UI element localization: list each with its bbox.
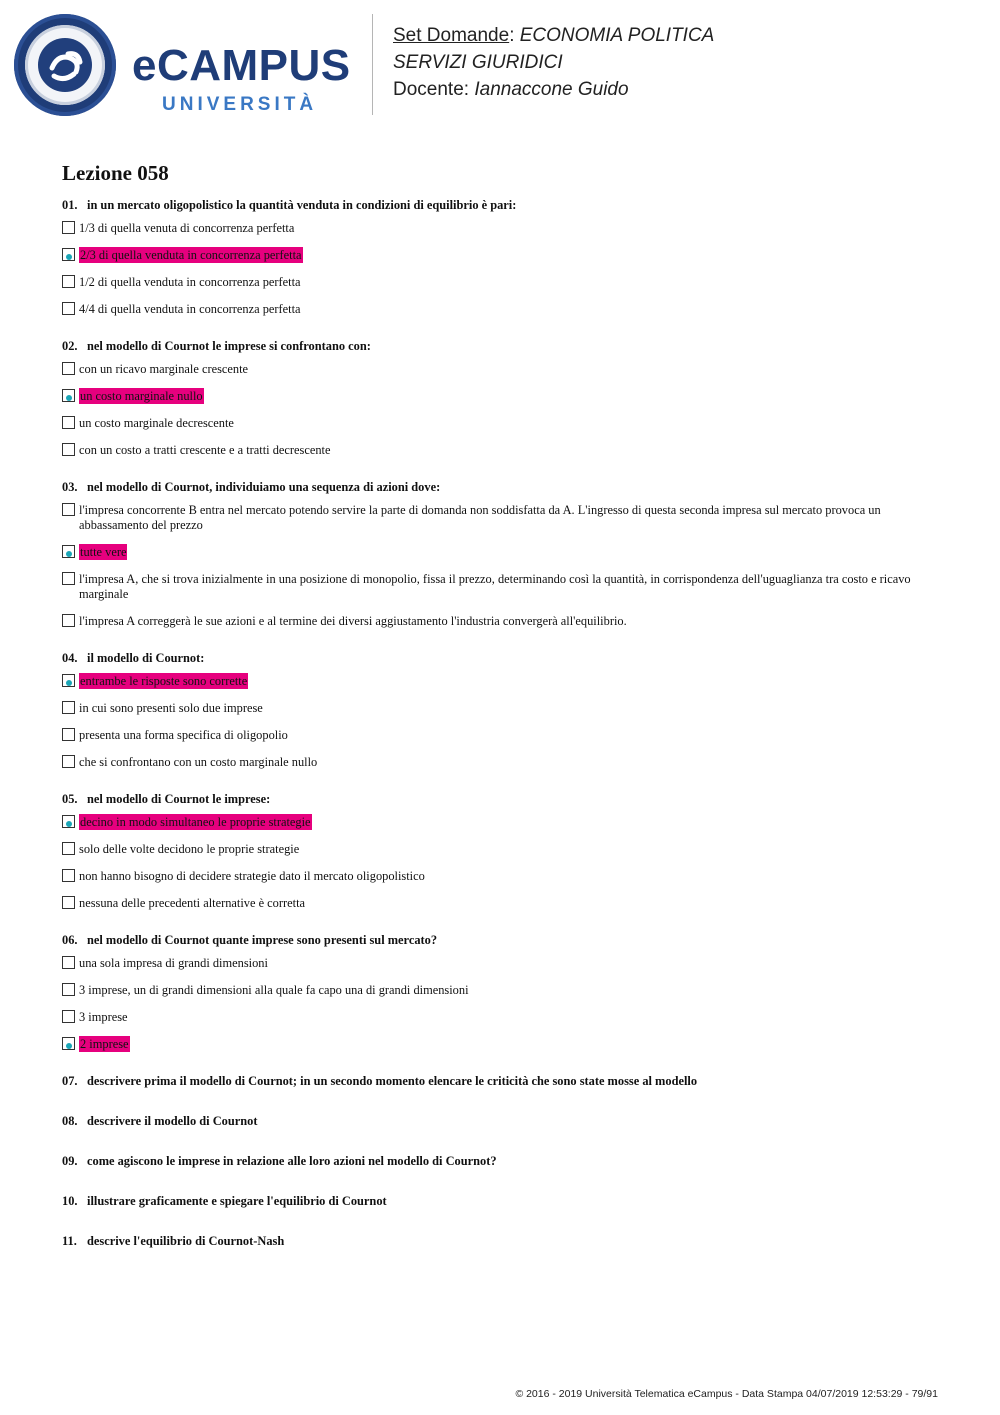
question-label: descrive l'equilibrio di Cournot-Nash — [87, 1234, 285, 1248]
answer-option — [62, 956, 938, 971]
question-item — [62, 1231, 938, 1251]
selected-marker-icon — [66, 254, 72, 260]
answer-option-text: 3 imprese — [79, 1010, 128, 1024]
question-text — [62, 1111, 938, 1131]
question-list — [62, 195, 938, 1271]
answer-option-correct — [62, 674, 938, 689]
page-footer: © 2016 - 2019 Università Telematica eCampus - Data Stampa 04/07/2019 12:53:29 - 79/91 — [515, 1388, 938, 1400]
question-text — [62, 1151, 938, 1171]
checkbox-icon[interactable] — [62, 842, 75, 855]
answer-option-text: 2 imprese — [80, 1037, 129, 1051]
question-text — [62, 195, 938, 215]
question-label: illustrare graficamente e spiegare l'equilibrio di Cournot — [87, 1194, 387, 1208]
answer-option — [62, 503, 938, 533]
question-item — [62, 336, 938, 458]
answer-option — [62, 728, 938, 743]
question-item — [62, 648, 938, 770]
checkbox-icon[interactable] — [62, 275, 75, 288]
set-domande-value: ECONOMIA POLITICA — [519, 25, 715, 46]
answer-option — [62, 416, 938, 431]
answer-option — [62, 896, 938, 911]
question-number: 04. — [62, 651, 78, 665]
answer-option — [62, 701, 938, 716]
checked-checkbox-icon[interactable] — [62, 1037, 75, 1050]
question-label: come agiscono le imprese in relazione alle loro azioni nel modello di Cournot? — [87, 1154, 497, 1168]
answer-option-text: che si confrontano con un costo marginale nullo — [79, 755, 318, 769]
question-item — [62, 1111, 938, 1131]
answer-option-text: 2/3 di quella venduta in concorrenza perfetta — [80, 248, 302, 262]
answer-option-text: l'impresa concorrente B entra nel mercato potendo servire la parte di domanda non soddisfatta da A. L'ingresso di questa seconda impresa sul mercato provoca un abbassamento del prezzo — [79, 503, 881, 532]
docente-label: Docente — [393, 79, 464, 100]
answer-option — [62, 362, 938, 377]
question-label: in un mercato oligopolistico la quantità venduta in condizioni di equilibrio è pari: — [87, 198, 517, 212]
answer-option-text: presenta una forma specifica di oligopolio — [79, 728, 288, 742]
checkbox-icon[interactable] — [62, 896, 75, 909]
question-text — [62, 789, 938, 809]
answer-option-text: una sola impresa di grandi dimensioni — [79, 956, 268, 970]
answer-option — [62, 302, 938, 317]
answer-option — [62, 614, 938, 629]
question-label: il modello di Cournot: — [87, 651, 205, 665]
checkbox-icon[interactable] — [62, 701, 75, 714]
answer-option — [62, 983, 938, 998]
question-number: 10. — [62, 1194, 78, 1208]
answer-option-text: nessuna delle precedenti alternative è corretta — [79, 896, 306, 910]
checkbox-icon[interactable] — [62, 983, 75, 996]
brand-subtitle: UNIVERSITÀ — [162, 94, 318, 115]
question-item — [62, 789, 938, 911]
question-number: 11. — [62, 1234, 77, 1248]
answer-option — [62, 221, 938, 236]
answer-option-text: con un costo a tratti crescente e a tratti decrescente — [79, 443, 331, 457]
answer-option-text: in cui sono presenti solo due imprese — [79, 701, 263, 715]
answer-option-correct — [62, 1037, 938, 1052]
answer-option-correct — [62, 389, 938, 404]
document-header-info — [393, 22, 714, 103]
ecampus-logo — [14, 14, 359, 116]
brand-name: eCAMPUS — [132, 41, 351, 90]
question-number: 08. — [62, 1114, 78, 1128]
question-item — [62, 195, 938, 317]
answer-option-text: 1/2 di quella venduta in concorrenza perfetta — [79, 275, 301, 289]
answer-option — [62, 1010, 938, 1025]
question-text — [62, 336, 938, 356]
question-text — [62, 930, 938, 950]
answer-option — [62, 275, 938, 290]
answer-option-text: decino in modo simultaneo le proprie strategie — [80, 815, 311, 829]
question-item — [62, 1071, 938, 1091]
answer-option-correct — [62, 248, 938, 263]
docente-line: Docente: Iannaccone Guido — [393, 79, 629, 100]
question-text — [62, 648, 938, 668]
set-domande-value-2: SERVIZI GIURIDICI — [393, 52, 563, 73]
answer-option — [62, 869, 938, 884]
answer-options — [62, 221, 938, 317]
answer-options — [62, 815, 938, 911]
checkbox-icon[interactable] — [62, 614, 75, 627]
question-item — [62, 477, 938, 629]
selected-marker-icon — [66, 680, 72, 686]
checked-checkbox-icon[interactable] — [62, 545, 75, 558]
answer-option-text: 1/3 di quella venuta di concorrenza perfetta — [79, 221, 295, 235]
question-number: 07. — [62, 1074, 78, 1088]
question-number: 05. — [62, 792, 78, 806]
question-item — [62, 1191, 938, 1211]
question-label: descrivere il modello di Cournot — [87, 1114, 258, 1128]
checkbox-icon[interactable] — [62, 443, 75, 456]
answer-options — [62, 362, 938, 458]
docente-value: Iannaccone Guido — [474, 79, 629, 100]
question-number: 06. — [62, 933, 78, 947]
answer-option-text: non hanno bisogno di decidere strategie dato il mercato oligopolistico — [79, 869, 425, 883]
checkbox-icon[interactable] — [62, 728, 75, 741]
question-number: 01. — [62, 198, 78, 212]
checkbox-icon[interactable] — [62, 221, 75, 234]
answer-option-correct — [62, 545, 938, 560]
checked-checkbox-icon[interactable] — [62, 248, 75, 261]
question-number: 09. — [62, 1154, 78, 1168]
university-seal-icon — [14, 14, 116, 116]
checkbox-icon[interactable] — [62, 503, 75, 516]
answer-option — [62, 572, 938, 602]
lesson-title: Lezione 058 — [62, 161, 169, 185]
checkbox-icon[interactable] — [62, 869, 75, 882]
question-number: 02. — [62, 339, 78, 353]
question-label: nel modello di Cournot le imprese si confrontano con: — [87, 339, 371, 353]
answer-options — [62, 503, 938, 629]
checkbox-icon[interactable] — [62, 956, 75, 969]
checked-checkbox-icon[interactable] — [62, 674, 75, 687]
question-item — [62, 930, 938, 1052]
answer-option — [62, 443, 938, 458]
answer-option-text: solo delle volte decidono le proprie strategie — [79, 842, 300, 856]
question-text — [62, 1071, 938, 1091]
header-divider — [372, 14, 373, 115]
checked-checkbox-icon[interactable] — [62, 815, 75, 828]
answer-option-text: un costo marginale decrescente — [79, 416, 234, 430]
question-text — [62, 1231, 938, 1251]
checkbox-icon[interactable] — [62, 755, 75, 768]
question-text — [62, 1191, 938, 1211]
checkbox-icon[interactable] — [62, 1010, 75, 1023]
checked-checkbox-icon[interactable] — [62, 389, 75, 402]
set-domande-line-2 — [393, 49, 714, 76]
question-label: nel modello di Cournot, individuiamo una sequenza di azioni dove: — [87, 480, 441, 494]
question-label: descrivere prima il modello di Cournot; in un secondo momento elencare le criticità che sono state mosse al modello — [87, 1074, 698, 1088]
question-label: nel modello di Cournot quante imprese sono presenti sul mercato? — [87, 933, 438, 947]
answer-option-text: 4/4 di quella venduta in concorrenza perfetta — [79, 302, 301, 316]
answer-option-text: con un ricavo marginale crescente — [79, 362, 249, 376]
answer-option — [62, 755, 938, 770]
question-label: nel modello di Cournot le imprese: — [87, 792, 271, 806]
answer-option-text: entrambe le risposte sono corrette — [80, 674, 248, 688]
selected-marker-icon — [66, 395, 72, 401]
checkbox-icon[interactable] — [62, 302, 75, 315]
answer-option-correct — [62, 815, 938, 830]
answer-option-text: tutte vere — [80, 545, 127, 559]
question-number: 03. — [62, 480, 78, 494]
answer-option-text: un costo marginale nullo — [80, 389, 203, 403]
selected-marker-icon — [66, 551, 72, 557]
answer-option-text: l'impresa A, che si trova inizialmente in una posizione di monopolio, fissa il prezzo, determinando così la quantità, in corrispondenza dell'uguaglianza tra costo e ricavo marginale — [79, 572, 911, 601]
answer-options — [62, 674, 938, 770]
answer-option-text: l'impresa A correggerà le sue azioni e al termine dei diversi aggiustamento l'industria convergerà all'equilibrio. — [79, 614, 627, 628]
selected-marker-icon — [66, 1043, 72, 1049]
question-text — [62, 477, 938, 497]
set-domande-line: Set Domande: ECONOMIA POLITICA — [393, 25, 715, 46]
checkbox-icon[interactable] — [62, 416, 75, 429]
selected-marker-icon — [66, 821, 72, 827]
answer-option-text: 3 imprese, un di grandi dimensioni alla quale fa capo una di grandi dimensioni — [79, 983, 469, 997]
checkbox-icon[interactable] — [62, 572, 75, 585]
question-item — [62, 1151, 938, 1171]
answer-option — [62, 842, 938, 857]
set-domande-label: Set Domande — [393, 25, 510, 46]
checkbox-icon[interactable] — [62, 362, 75, 375]
answer-options — [62, 956, 938, 1052]
